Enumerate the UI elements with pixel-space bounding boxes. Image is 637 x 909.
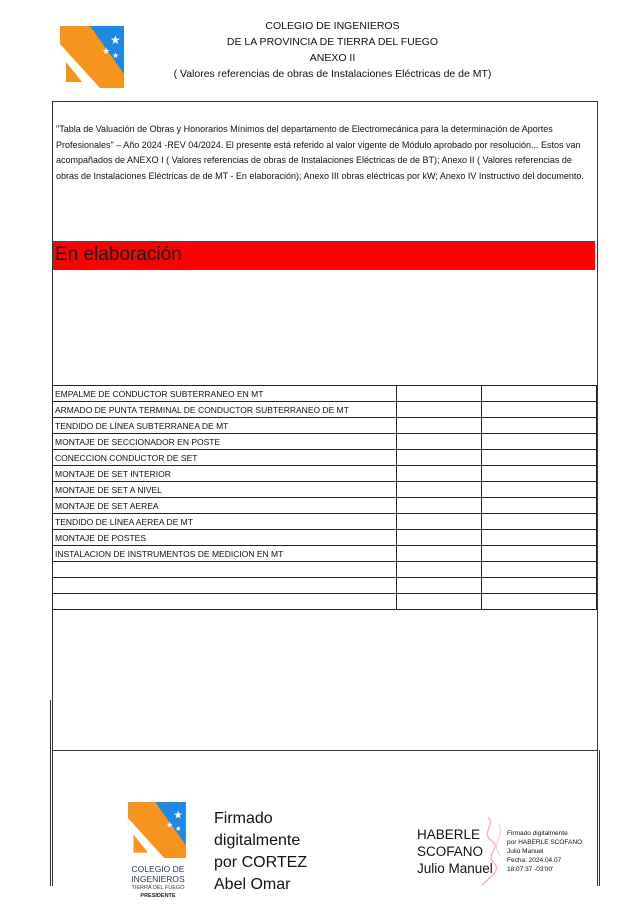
fee-cell [482, 450, 597, 466]
fee-cell [482, 402, 597, 418]
fee-cell [482, 562, 597, 578]
seal-role: PRESIDENTE [140, 893, 176, 899]
college-seal-icon [128, 802, 186, 858]
table-row [53, 514, 597, 530]
fee-cell [482, 418, 597, 434]
value-cell [397, 402, 482, 418]
table-row [53, 578, 597, 594]
fee-cell [482, 386, 597, 402]
seal-line-3: TIERRA DEL FUEGO [131, 885, 185, 891]
value-cell [397, 594, 482, 610]
frame-top-border [52, 101, 598, 102]
status-banner [53, 241, 595, 270]
sig2-name-1: HABERLE [417, 827, 481, 842]
intro-paragraph: "Tabla de Valuación de Obras y Honorarios Mínimos del departamento de Electromecánica para la determinación de Aportes Profesionales" – Año 2024 -REV 04/2024. El presente está referido al valor vigente de Módulo aprobado por resolución... Estos van acompañados de ANEXO I ( Valores referencias de obras de Instalaciones Eléctricas de de BT); Anexo II ( Valores referencias de obras de Instalaciones Eléctricas de de MT - En elaboración); Anexo III obras eléctricas por kW; Anexo IV Instructivo del documento. [56, 124, 584, 181]
digital-signature-haberle [417, 826, 493, 877]
header-college-name: COLEGIO DE INGENIEROS [265, 20, 400, 32]
value-cell [397, 434, 482, 450]
header-annex: ANEXO II [309, 52, 356, 64]
sig2-info-4: Fecha: 2024.04.07 [507, 857, 562, 864]
seal-caption [110, 864, 206, 900]
table-row [53, 482, 597, 498]
work-description-cell: ARMADO DE PUNTA TERMINAL DE CONDUCTOR SUBTERRANEO DE MT [53, 402, 397, 418]
svg-text:★: ★ [110, 33, 121, 47]
value-cell [397, 562, 482, 578]
table-row [53, 450, 597, 466]
svg-text:★: ★ [112, 51, 120, 60]
work-description-cell: TENDIDO DE LÍNEA AEREA DE MT [53, 514, 397, 530]
fee-cell [482, 466, 597, 482]
svg-text:★: ★ [175, 823, 182, 833]
svg-text:★: ★ [173, 808, 183, 822]
sig1-line-4: Abel Omar [214, 876, 291, 893]
sig2-name-3: Julio Manuel [417, 861, 493, 876]
work-description-cell: MONTAJE DE SET AEREA [53, 498, 397, 514]
table-row [53, 418, 597, 434]
signature-details [507, 829, 582, 874]
work-description-cell: MONTAJE DE SET A NIVEL [53, 482, 397, 498]
sig1-line-3: por CORTEZ [214, 854, 308, 871]
status-banner-text: En elaboración [55, 244, 182, 265]
college-logo-icon [60, 26, 124, 88]
digital-signature-cortez [214, 808, 307, 896]
work-description-cell: MONTAJE DE POSTES [53, 530, 397, 546]
seal-line-2: INGENIEROS [131, 874, 185, 884]
frame-right-border [597, 101, 598, 886]
fee-cell [482, 594, 597, 610]
value-cell [397, 450, 482, 466]
value-cell [397, 514, 482, 530]
svg-text:★: ★ [166, 819, 174, 830]
works-table [52, 385, 597, 610]
work-description-cell: CONECCION CONDUCTOR DE SET [53, 450, 397, 466]
sig2-info-3: Julio Manuel [507, 848, 544, 855]
seal-line-1: COLEGIO DE [131, 864, 185, 874]
table-row [53, 402, 597, 418]
header-annex-description: ( Valores referencias de obras de Instalaciones Eléctricas de de MT) [173, 68, 492, 80]
frame-left-border-inner [50, 700, 51, 886]
fee-cell [482, 530, 597, 546]
value-cell [397, 418, 482, 434]
work-description-cell: EMPALME DE CONDUCTOR SUBTERRANEO EN MT [53, 386, 397, 402]
table-row [53, 594, 597, 610]
frame-bottom-border [52, 750, 598, 751]
sig2-name-2: SCOFANO [417, 844, 484, 859]
work-description-cell: MONTAJE DE SECCIONADOR EN POSTE [53, 434, 397, 450]
sig2-info-2: por HABERLE SCOFANO [507, 839, 583, 846]
table-row [53, 466, 597, 482]
table-row [53, 546, 597, 562]
fee-cell [482, 434, 597, 450]
svg-text:★: ★ [102, 47, 111, 57]
frame-right-border-outer [599, 750, 600, 886]
fee-cell [482, 514, 597, 530]
value-cell [397, 466, 482, 482]
fee-cell [482, 578, 597, 594]
value-cell [397, 498, 482, 514]
work-description-cell [53, 562, 397, 578]
value-cell [397, 386, 482, 402]
work-description-cell: INSTALACION DE INSTRUMENTOS DE MEDICION EN MT [53, 546, 397, 562]
table-row [53, 530, 597, 546]
table-row [53, 498, 597, 514]
table-row [53, 562, 597, 578]
table-row [53, 434, 597, 450]
value-cell [397, 546, 482, 562]
work-description-cell [53, 594, 397, 610]
fee-cell [482, 546, 597, 562]
value-cell [397, 482, 482, 498]
sig1-line-2: digitalmente [214, 832, 301, 849]
fee-cell [482, 482, 597, 498]
work-description-cell [53, 578, 397, 594]
work-description-cell: TENDIDO DE LÍNEA SUBTERRANEA DE MT [53, 418, 397, 434]
table-row [53, 386, 597, 402]
value-cell [397, 530, 482, 546]
sig2-info-1: Firmado digitalmente [507, 830, 568, 837]
header-province: DE LA PROVINCIA DE TIERRA DEL FUEGO [226, 36, 439, 48]
sig2-info-5: 18:07:37 -03'00' [507, 866, 554, 873]
value-cell [397, 578, 482, 594]
document-header [130, 18, 535, 82]
fee-cell [482, 498, 597, 514]
sig1-line-1: Firmado [214, 810, 273, 827]
work-description-cell: MONTAJE DE SET INTERIOR [53, 466, 397, 482]
